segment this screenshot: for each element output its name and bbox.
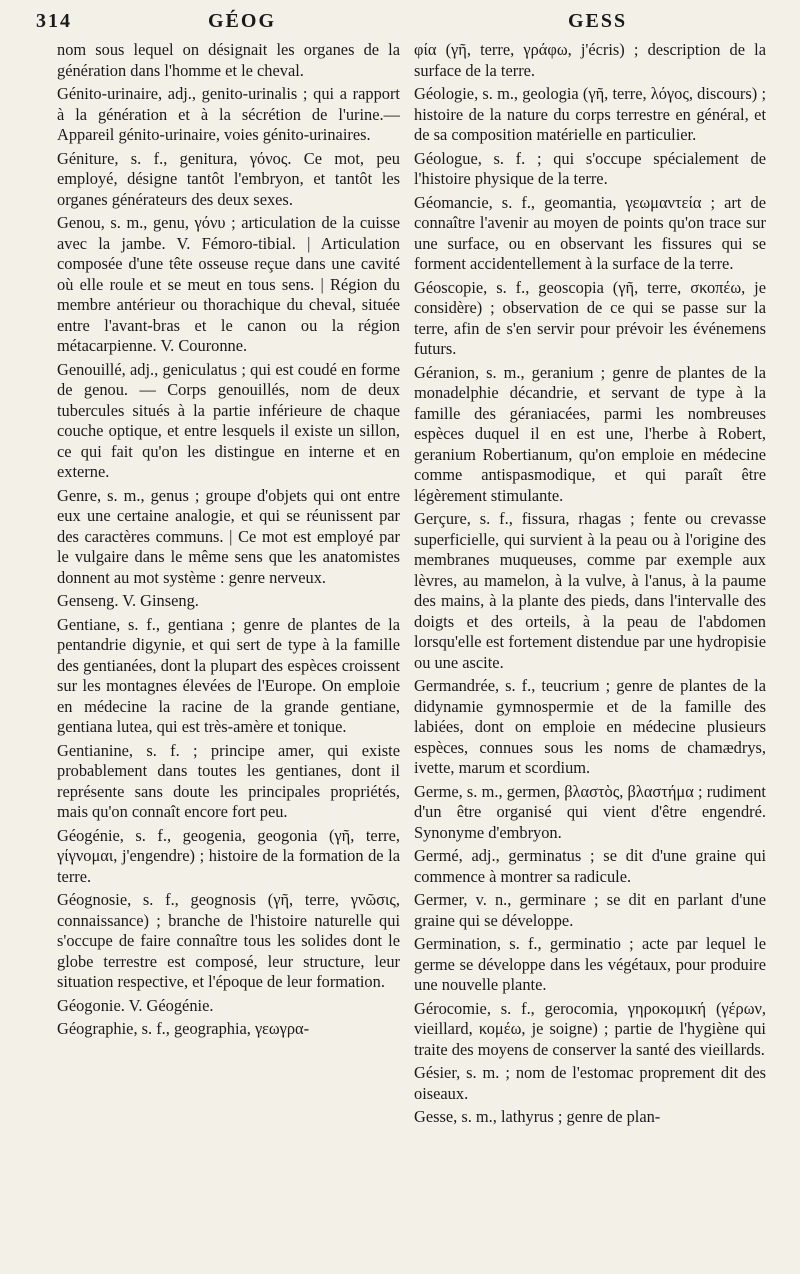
entry-germandree: Germandrée, s. f., teucrium ; genre de plantes de la didynamie gymnospermie et de la famille des labiées, dont on emploie en médecine plusieurs espèces, connues sous les noms de chamædrys, ivette, marum et scordium. (414, 676, 766, 777)
entry-germer: Germer, v. n., germinare ; se dit en parlant d'une graine qui se développe. (414, 890, 766, 930)
entry-gesse: Gesse, s. m., lathyrus ; genre de plan- (414, 1107, 661, 1126)
entry-geognosie: Géognosie, s. f., geognosis (γῆ, terre, γνῶσις, connaissance) ; branche de l'histoire naturelle qui s'occupe de faire connaître tous les solides dont le globe terrestre est composé, leur structure, leur situation respective, et l'époque de leur formation. (57, 890, 400, 991)
entry-continuation: nom sous lequel on désignait les organes de la génération dans l'homme et le cheval. (57, 40, 400, 80)
entry-geologue: Géologue, s. f. ; qui s'occupe spécialement de l'histoire physique de la terre. (414, 148, 766, 188)
entry-gerocomie: Gérocomie, s. f., gerocomia, γηροκομική (γέρων, vieillard, κομέω, je soigne) ; partie de l'hygiène qui traite des moyens de conserver la santé des vieillards. (414, 998, 766, 1059)
entry-geniture: Géniture, s. f., genitura, γόνος. Ce mot, peu employé, désigne tantôt l'embryon, et tantôt les organes générateurs des deux sexes. (57, 148, 400, 209)
entry-geogenie: Géogénie, s. f., geogenia, geogonia (γῆ, terre, γίγνομαι, j'engendre) ; histoire de la formation de la terre. (57, 825, 400, 886)
right-column (414, 40, 766, 1266)
entry-gentianine: Gentianine, s. f. ; principe amer, qui existe probablement dans toutes les gentianes, dont il représente sans doute les principales propriétés, mais qu'on connaît encore fort peu. (57, 740, 400, 821)
entry-genito-urinaire: Génito-urinaire, adj., genito-urinalis ; qui a rapport à la génération et à la sécrétion de l'urine.—Appareil génito-urinaire, voies génito-urinaires. (57, 84, 400, 144)
entry-gesier: Gésier, s. m. ; nom de l'estomac proprement dit des oiseaux. (414, 1063, 766, 1103)
entry-genseng: Genseng. V. Ginseng. (57, 591, 199, 610)
entry-geoscopie: Géoscopie, s. f., geoscopia (γῆ, terre, σκοπέω, je considère) ; observation de ce qui se passe sur la terre, afin de s'en servir pour prévoir les événemens futurs. (414, 277, 766, 358)
entry-geographie: Géographie, s. f., geographia, γεωγρα- (57, 1019, 310, 1038)
entry-geogonie: Géogonie. V. Géogénie. (57, 995, 214, 1015)
entry-germe: Germe, s. m., germen, βλαστὸς, βλαστήμα ; rudiment d'un être organisé qui vient d'être engendré. Synonyme d'embryon. (414, 781, 766, 842)
left-running-head: GÉOG (208, 10, 277, 32)
page-header (30, 10, 772, 40)
page-number: 314 (36, 10, 72, 32)
entry-genouille: Genouillé, adj., geniculatus ; qui est coudé en forme de genou. — Corps genouillés, nom de deux tubercules situés à la partie inférieure de chaque couche optique, et entre lesquels il existe un sillon, ce qui fait qu'on les distingue en interne et en externe. (57, 359, 400, 481)
entry-germination: Germination, s. f., germinatio ; acte par lequel le germe se développe dans les végétaux, pour produire une nouvelle plante. (414, 934, 766, 994)
entry-geranion: Géranion, s. m., geranium ; genre de plantes de la monadelphie décandrie, et servant de type à la famille des géraniacées, parmi les nombreuses espèces duquel il en est une, l'herbe à Robert, geranium Robertianum, qu'on emploie en médecine comme antispasmodique, et qui paraît être légèrement stimulante. (414, 362, 766, 505)
entry-geomancie: Géomancie, s. f., geomantia, γεωμαντεία ; art de connaître l'avenir au moyen de points qu'on trace sur une surface, ou en observant les fissures qui se forment accidentellement à la surface de la terre. (414, 192, 766, 273)
entry-germe-adj: Germé, adj., germinatus ; se dit d'une graine qui commence à montrer sa radicule. (414, 846, 766, 886)
entry-gentiane: Gentiane, s. f., gentiana ; genre de plantes de la pentandrie digynie, et qui sert de type à la famille des gentianées, dont la plupart des espèces croissent sur les montagnes élevées de l'Europe. On emploie en médecine la racine de la grande gentiane, gentiana lutea, qui est très-amère et tonique. (57, 614, 400, 736)
entry-gercure: Gerçure, s. f., fissura, rhagas ; fente ou crevasse superficielle, qui survient à la peau ou à l'origine des membranes muqueuses, comme par exemple aux lèvres, au mamelon, à la vulve, à l'anus, à la paume des mains, à la plante des pieds, dans l'intervalle des doigts et des orteils, à la peau de l'abdomen lorsqu'elle est fortement distendue par une hydropisie ou une ascite. (414, 509, 766, 672)
entry-genre: Genre, s. m., genus ; groupe d'objets qui ont entre eux une certaine analogie, et qui se réunissent par des caractères communs. | Ce mot est employé par le vulgaire dans le même sens que les anatomistes donnent au mot système : genre nerveux. (57, 485, 400, 587)
entry-geographie-continuation: φία (γῆ, terre, γράφω, j'écris) ; description de la surface de la terre. (414, 40, 766, 80)
left-column (57, 40, 400, 1266)
right-running-head: GESS (568, 10, 628, 32)
entry-genou: Genou, s. m., genu, γόνυ ; articulation de la cuisse avec la jambe. V. Fémoro-tibial. | Articulation composée d'une tête osseuse reçue dans une cavité où elle roule et se meut en tous sens. | Région du membre antérieur ou thorachique du cheval, située entre l'avant-bras et le canon ou la région métacarpienne. V. Couronne. (57, 213, 400, 355)
entry-geologie: Géologie, s. m., geologia (γῆ, terre, λόγος, discours) ; histoire de la nature du corps terrestre en général, et de sa composition matérielle en particulier. (414, 84, 766, 144)
